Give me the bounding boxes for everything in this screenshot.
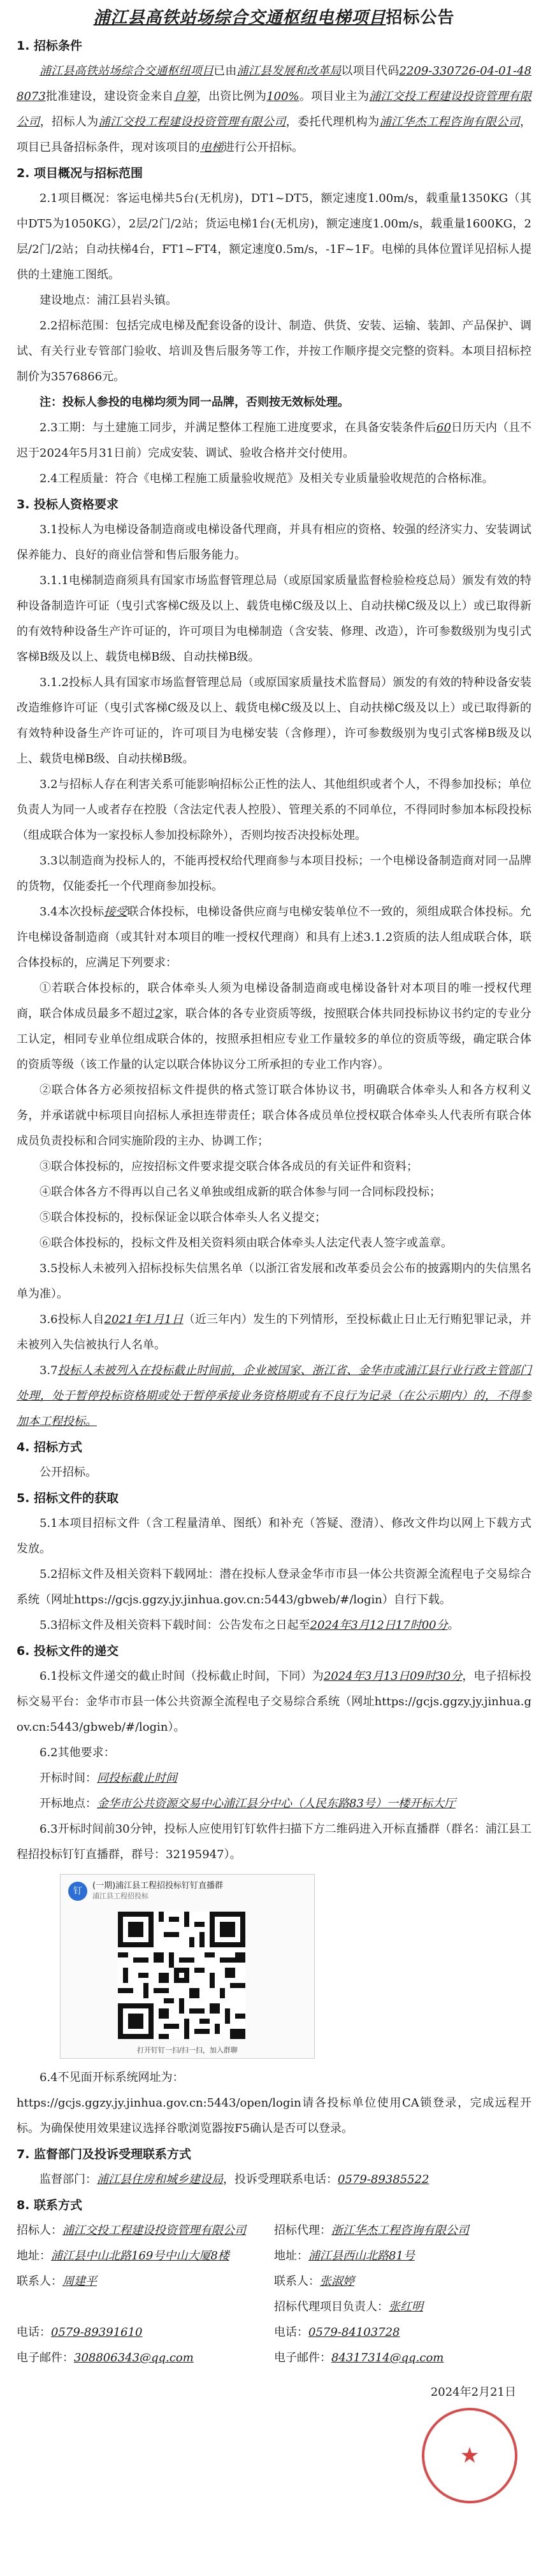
- download-deadline: 2024年3月12日17时00分: [310, 1619, 448, 1632]
- ratio: 100%: [266, 90, 299, 103]
- value: 浦江交投工程建设投资管理有限公司: [62, 2224, 246, 2237]
- value: 浙江华杰工程咨询有限公司: [331, 2224, 469, 2237]
- section-6-p1: [17, 1664, 531, 1740]
- text: 在投标截止时间前，企业被国家、浙江省、金华市或浦江县行业行政主管部门处理，处于暂停投标资格期或处于暂停承接业务资格期或有不良行为记录（在公示期内）的，不得参加本工程投标。: [17, 1364, 531, 1428]
- value: 0579-89391610: [51, 2326, 143, 2339]
- contact-left: [17, 2243, 274, 2269]
- page-title: [17, 3, 531, 33]
- section-3-p10: ④联合体各方不得再以自己名义单独或组成新的联合体参与同一合同标段投标；: [40, 1185, 441, 1199]
- contact-row: [17, 2269, 531, 2294]
- approver: 浦江县发展和改革局: [236, 64, 342, 78]
- section-6-p6: 6.4不见面开标系统网址为：: [40, 2071, 184, 2084]
- contact-right: [274, 2269, 531, 2294]
- section-1-heading: 1. 招标条件: [17, 39, 83, 53]
- text: 3.7: [40, 1364, 58, 1377]
- project-name-title: 浦江县高铁站场综合交通枢纽电梯项目: [93, 8, 386, 27]
- value: 张淑婷: [320, 2275, 354, 2288]
- contact-right: [274, 2243, 531, 2269]
- label: 地址：: [274, 2249, 308, 2263]
- section-2-note: 注：投标人参投的电梯均须为同一品牌，否则按无效标处理。: [40, 396, 349, 409]
- tenderee: 浦江交投工程建设投资管理有限公司: [98, 115, 286, 129]
- max-members: 2: [155, 1007, 162, 1020]
- text: ，出资比例为: [196, 90, 267, 103]
- contact-right: [274, 2320, 531, 2345]
- contact-row: [17, 2218, 531, 2243]
- section-6-p5: 6.3开标时间前30分钟，投标人应使用钉钉软件扫描下方二维码进入开标直播群（群名：浦江县工程招投标钉钉直播群，群号：32195947）。: [17, 1822, 531, 1861]
- section-5-p1: 5.1本项目招标文件（含工程量清单、图纸）和补充（答疑、澄清）、修改文件均以网上下载方式发放。: [17, 1517, 531, 1556]
- section-2-scope: 2.2招标范围：包括完成电梯及配套设备的设计、制造、供货、安装、运输、装卸、产品保护、调试、有关行业专管部门验收、培训及售后服务等工作，并按工作顺序提交完整的资料。本项目招标控制价为3576866元。: [17, 319, 531, 383]
- qr-code-icon[interactable]: [118, 1912, 245, 2039]
- agent: 浦江华杰工程咨询有限公司: [379, 115, 521, 129]
- contact-left: [17, 2320, 274, 2345]
- label: 电话：: [274, 2326, 308, 2339]
- section-2-quality: 2.4工程质量：符合《电梯工程施工质量验收规范》及相关专业质量验收规范的合格标准。: [40, 472, 494, 485]
- contact-row: [17, 2243, 531, 2269]
- section-6-p4: [17, 1791, 531, 1817]
- qr-group-sub: 浦江县工程招投标: [92, 1892, 148, 1900]
- complaint-tel: 0579-89385522: [338, 2173, 429, 2186]
- section-6-p7[interactable]: https://gcjs.ggzy.jy.jinhua.gov.cn:5443/open/login请各投标单位使用CA锁登录，完成远程开标。为确保使用效果建议选择谷歌浏览器按F5确认是否可以登录。: [17, 2096, 531, 2135]
- text: 投标人未被列入: [57, 1364, 139, 1377]
- contact-left: [17, 2218, 274, 2243]
- text: 。: [447, 1619, 459, 1632]
- section-3-p7: [17, 976, 531, 1078]
- text: 家，联合体的各专业资质等级，按照联合体共同投标协议书约定的专业分工认定，相同专业单位组成联合体的，按照承担相应专业工作量较多的单位的资质等级，确定联合体的资质等级（该工作量的认定以联合体协议分工所承担的专业工作内容）。: [17, 1007, 532, 1071]
- section-3-p6: [17, 899, 531, 976]
- section-4-heading: 4. 招标方式: [17, 1440, 83, 1454]
- label: 地址：: [17, 2249, 51, 2263]
- section-6-p2: 6.2其他要求：: [40, 1746, 115, 1759]
- supervision-dept: 浦江县住房和城乡建设局: [97, 2173, 223, 2186]
- text: 已由: [213, 64, 237, 78]
- qr-footer-text: 打开钉钉一扫/扫一扫，加入群聊: [137, 2046, 238, 2054]
- section-3-p12: ⑥联合体投标的，投标文件及相关资料须由联合体牵头人法定代表人签字或盖章。: [40, 1236, 452, 1250]
- qr-card[interactable]: [60, 1874, 315, 2059]
- label: 电子邮件：: [274, 2351, 331, 2365]
- section-2-overview: 2.1项目概况：客运电梯共5台(无机房)，DT1~DT5，额定速度1.00m/s，载重量1350KG（其中DT5为1050KG），2层/2门/2站；货运电梯1台(无机房)，额定速度1.00m/s，载重量1600KG，2层/2门/2站；自动扶梯4台，FT1~FT4，额定速度0.5m/s，-1F~1F。电梯的具体位置详见招标人提供的土建施工图纸。: [17, 192, 531, 282]
- email-link[interactable]: 84317314@qq.com: [331, 2351, 444, 2365]
- contact-left: [17, 2294, 274, 2320]
- label: 开标地点：: [40, 1797, 97, 1810]
- text: 批准建设，建设资金来自: [45, 90, 174, 103]
- section-3-p9: ③联合体投标的，应按招标文件要求提交联合体各成员的有关证件和资料；: [40, 1160, 418, 1173]
- label: 监督部门：: [40, 2173, 97, 2186]
- qr-group-name: [92, 1881, 223, 1901]
- email-link[interactable]: 308806343@qq.com: [74, 2351, 194, 2365]
- section-2-heading: 2. 项目概况与招标范围: [17, 166, 143, 180]
- label: 招标代理项目负责人：: [274, 2300, 389, 2314]
- opening-time: 同投标截止时间: [97, 1771, 177, 1785]
- label: 开标时间：: [40, 1771, 97, 1785]
- section-3-p11: ⑤联合体投标的，投标保证金以联合体牵头人名义提交；: [40, 1211, 326, 1224]
- contact-row: [17, 2345, 531, 2371]
- company-seal-icon: [422, 2408, 517, 2503]
- text: 5.3招标文件及相关资料下载时间：公告发布之日起至: [40, 1619, 310, 1632]
- star-icon: ★: [459, 2443, 480, 2468]
- label: 联系人：: [17, 2275, 62, 2288]
- section-5-p2: 5.2招标文件及相关资料下载网址：潜在投标人登录金华市市县一体公共资源全流程电子交易综合系统（网址https://gcjs.ggzy.jy.jinhua.gov.cn:5443/gbweb/#/login）自行下载。: [17, 1568, 531, 1606]
- value: 浦江县西山北路81号: [308, 2249, 415, 2263]
- section-3-p4: 3.2与招标人存在利害关系可能影响招标公正性的法人、其他组织或者个人，不得参加投标；单位负责人为同一人或者存在控股（含法定代表人控股）、管理关系的不同单位，不得同时参加本标段投标（组成联合体为一家投标人参加投标除外），否则均按否决投标处理。: [17, 778, 531, 842]
- section-3-p2: 3.1.1电梯制造商须具有国家市场监督管理总局（或原国家质量监督检验检疫总局）颁发有效的特种设备制造许可证（曳引式客梯C级及以上、载货电梯C级及以上、自动扶梯C级及以上）或已取得新的有效特种设备生产许可证的，许可项目为电梯制造（含安装、修理、改造），许可参数级别为曳引式客梯B级及以上、载货电梯B级、自动扶梯B级。: [17, 574, 531, 664]
- publish-date: 2024年2月21日: [430, 2386, 516, 2399]
- value: 浦江县中山北路169号中山大厦8楼: [51, 2249, 229, 2263]
- section-6-p3: [17, 1766, 531, 1791]
- value: 张红明: [389, 2300, 423, 2314]
- section-3-p13: 3.5投标人未被列入招标投标失信黑名单（以浙江省发展和改革委员会公布的披露期内的失信黑名单为准）。: [17, 1262, 531, 1301]
- label: 招标人：: [17, 2224, 62, 2237]
- text: 3.4本次投标: [40, 905, 105, 919]
- text: 以项目代码: [341, 64, 400, 78]
- section-3-p1: 3.1投标人为电梯设备制造商或电梯设备代理商，并具有相应的资格、较强的经济实力、安装调试保养能力、良好的商业信誉和售后服务能力。: [17, 523, 531, 562]
- label: 招标代理：: [274, 2224, 331, 2237]
- contact-row: [17, 2294, 531, 2320]
- section-3-p3: 3.1.2投标人具有国家市场监督管理总局（或原国家质量技术监督局）颁发的有效的特种设备安装改造维修许可证（曳引式客梯C级及以上、载货电梯C级及以上、自动扶梯C级及以上）或已取得新的有效特种设备生产许可证的，许可项目为电梯安装（含修理），许可参数级别为曳引式客梯B级及以上、载货电梯B级、自动扶梯B级。: [17, 676, 531, 766]
- section-3-p8: ②联合体各方必须按招标文件提供的格式签订联合体协议书，明确联合体牵头人和各方权利义务，并承诺就中标项目向招标人承担连带责任；联合体各成员单位授权联合体牵头人代表所有联合体成员负责投标和合同实施阶段的主办、协调工作；: [17, 1084, 531, 1148]
- value: 0579-84103728: [308, 2326, 400, 2339]
- text: ，招标人为: [40, 115, 99, 129]
- item: 电梯: [200, 141, 223, 154]
- section-4-body: 公开招标。: [40, 1466, 97, 1479]
- funds: 自筹: [173, 90, 197, 103]
- contact-row: [17, 2320, 531, 2345]
- label: 电子邮件：: [17, 2351, 74, 2365]
- section-6-heading: 6. 投标文件的递交: [17, 1644, 119, 1658]
- title-suffix: 招标公告: [386, 8, 455, 27]
- contact-left: [17, 2345, 274, 2371]
- section-2-duration: [17, 415, 531, 466]
- label: 电话：: [17, 2326, 51, 2339]
- contact-right: [274, 2345, 531, 2371]
- bid-deadline: 2024年3月13日09时30分: [323, 1670, 463, 1683]
- project-name: 浦江县高铁站场综合交通枢纽项目: [40, 64, 214, 78]
- text: 日历天内（且不迟于2024年5月31日前）完成安装、调试、验收合格并交付使用。: [17, 421, 532, 460]
- label: 联系人：: [274, 2275, 320, 2288]
- label: ，投诉受理联系电话：: [223, 2173, 338, 2186]
- text: ，项目已具备招标条件，现对该项目的: [17, 115, 532, 154]
- section-7-heading: 7. 监督部门及投诉受理联系方式: [17, 2147, 192, 2161]
- text: 6.1投标文件递交的截止时间（投标截止时间，下同）为: [40, 1670, 324, 1683]
- text: ，委托代理机构为: [285, 115, 380, 129]
- owner: 浦江交投工程建设投资管理有限公司: [17, 90, 532, 129]
- text: 。项目业主为: [299, 90, 370, 103]
- accept-flag: 接受: [104, 905, 127, 919]
- section-3-p5: 3.3以制造商为投标人的，不能再授权给代理商参与本项目投标；一个电梯设备制造商对同一品牌的货物，仅能委托一个代理商参加投标。: [17, 854, 531, 893]
- project-code: 2209-330726-04-01-488073: [17, 64, 532, 103]
- contact-right: [274, 2218, 531, 2243]
- since-date: 2021年1月1日: [104, 1313, 184, 1326]
- duration-days: 60: [436, 421, 451, 434]
- text: 进行公开招标。: [223, 141, 303, 154]
- text: （近三年内）发生的下列情形，至投标截止日止无行贿犯罪记录，并未被列入失信被执行人名单。: [17, 1313, 531, 1352]
- value: 周建平: [62, 2275, 97, 2288]
- section-3-p15: [17, 1358, 531, 1435]
- opening-place: 金华市公共资源交易中心浦江县分中心（人民东路83号）一楼开标大厅: [97, 1797, 456, 1810]
- text: 2.3工期：与土建施工同步，并满足整体工程施工进度要求，在具备安装条件后: [40, 421, 437, 434]
- contact-left: [17, 2269, 274, 2294]
- section-3-heading: 3. 投标人资格要求: [17, 497, 119, 512]
- section-8-heading: 8. 联系方式: [17, 2198, 83, 2212]
- text: 3.6投标人自: [40, 1313, 105, 1326]
- contact-table: [17, 2218, 531, 2371]
- qr-group-title: (一期)浦江县工程招投标钉钉直播群: [92, 1881, 224, 1891]
- section-2-location: 建设地点：浦江县岩头镇。: [40, 294, 177, 307]
- section-5-p3: [17, 1613, 531, 1638]
- section-5-heading: 5. 招标文件的获取: [17, 1491, 119, 1505]
- dingtalk-logo-icon: 钉: [68, 1882, 87, 1901]
- text: ，电子招标投标交易平台：金华市市县一体公共资源全流程电子交易综合系统（网址https://gcjs.ggzy.jy.jinhua.gov.cn:5443/gbweb/#/login）。: [17, 1670, 532, 1734]
- contact-right: [274, 2294, 531, 2320]
- section-3-p14: [17, 1307, 531, 1358]
- text: 联合体投标，电梯设备供应商与电梯安装单位不一致的，须组成联合体投标。允许电梯设备制造商（或其针对本项目的唯一授权代理商）和具有上述3.1.2资质的法人组成联合体，联合体投标的，应满足下列要求：: [17, 905, 531, 970]
- section-1-body: [17, 59, 531, 161]
- qr-card-header: [68, 1881, 223, 1901]
- text: ①若联合体投标的，联合体牵头人须为电梯设备制造商或电梯设备针对本项目的唯一授权代理商，联合体成员最多不超过: [17, 982, 531, 1020]
- section-7-body: [17, 2167, 531, 2193]
